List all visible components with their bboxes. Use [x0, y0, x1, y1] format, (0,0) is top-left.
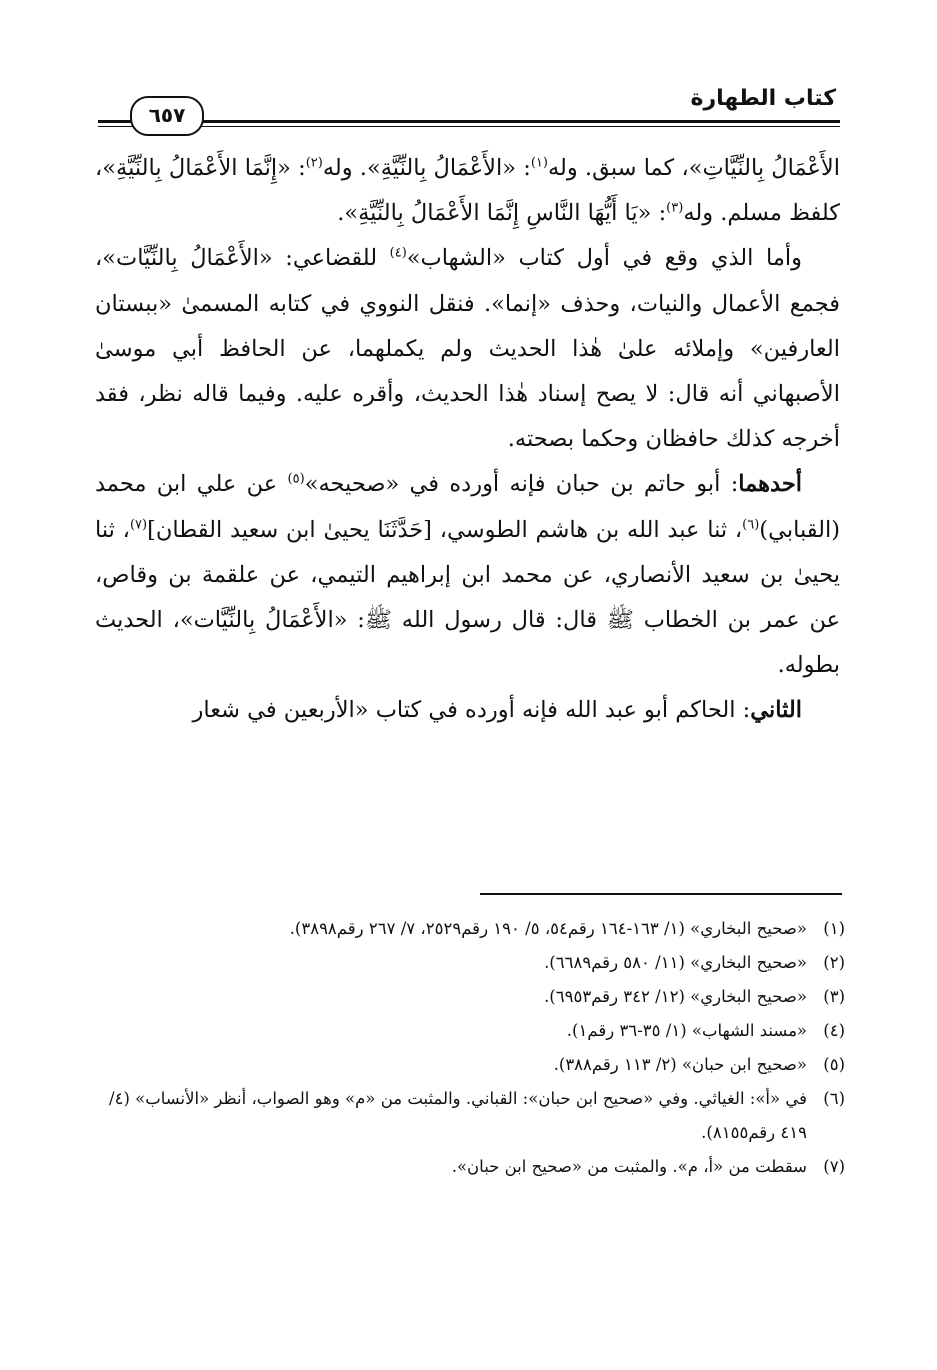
text: للقضاعي: «الأَعْمَالُ بِالنِّيَّات»، فجمع الأعمال والنيات، وحذف «إنما». فنقل النووي في كتابه المسمىٰ «ببستان العارفين» وإملائه علىٰ هٰذا الحديث ولم يكملهما، عن الحافظ أبي موسىٰ الأصبهاني أنه قال: لا يصح إسناد هٰذا الحديث، وأقره عليه. وفيما قاله نظر، فقد أخرجه كذلك حافظان وحكما بصحته. [95, 245, 840, 453]
text: ، ثنا عبد الله بن هاشم الطوسي، [حَدَّثَنَا يحيىٰ ابن سعيد القطان] [147, 516, 743, 543]
footnote-text: «مسند الشهاب» (١/ ٣٥-٣٦ رقم١). [566, 1021, 807, 1040]
footnote-3 [95, 980, 845, 1014]
text: : «الأَعْمَالُ بِالنِّيَّةِ». وله [322, 155, 531, 181]
footnote-1 [95, 912, 845, 946]
main-text [95, 146, 840, 734]
footnotes [95, 912, 845, 1184]
footnote-number: (٢) [823, 953, 845, 972]
paragraph-3 [95, 462, 840, 688]
footnote-number: (٥) [823, 1055, 845, 1074]
header-rule-thick [98, 120, 840, 123]
header-rule-thin [98, 126, 840, 127]
footnote-6 [95, 1082, 845, 1150]
text: وأما الذي وقع في أول كتاب «الشهاب» [406, 245, 802, 272]
text: عن علي ابن محمد (القبابي) [95, 471, 841, 543]
footnote-text: «صحيح البخاري» (١/ ١٦٣-١٦٤ رقم٥٤، ٥/ ١٩٠ رقم٢٥٢٩، ٧/ ٢٦٧ رقم٣٨٩٨). [289, 919, 807, 938]
footnote-divider [480, 893, 842, 895]
text: الأَعْمَالُ بِالنِّيَّاتِ»، كما سبق. وله [547, 155, 840, 181]
paragraph-lead: الثاني [750, 697, 802, 724]
footnote-number: (٤) [823, 1021, 845, 1040]
footnote-5 [95, 1048, 845, 1082]
footnote-text: «صحيح ابن حبان» (٢/ ١١٣ رقم٣٨٨). [553, 1055, 807, 1074]
footnote-ref: (٣) [666, 200, 684, 216]
footnote-ref: (٧) [129, 517, 148, 533]
paragraph-2 [95, 236, 840, 462]
footnote-2 [95, 946, 845, 980]
footnote-ref: (٦) [742, 517, 760, 533]
footnote-7 [95, 1150, 845, 1184]
page-header [98, 82, 840, 130]
footnote-ref: (١) [530, 155, 548, 171]
footnote-number: (١) [823, 919, 845, 938]
footnote-number: (٧) [823, 1157, 845, 1176]
footnote-text: سقطت من «أ، م». والمثبت من «صحيح ابن حبان». [451, 1157, 807, 1176]
page-number: ٦٥٧ [130, 96, 204, 136]
footnote-number: (٣) [823, 987, 845, 1006]
footnote-text: «صحيح البخاري» (١٢/ ٣٤٢ رقم٦٩٥٣). [544, 987, 807, 1006]
footnote-text: «صحيح البخاري» (١١/ ٥٨٠ رقم٦٦٨٩). [544, 953, 807, 972]
footnote-ref: (٤) [389, 245, 407, 261]
paragraph-4 [95, 688, 840, 733]
chapter-title: كتاب الطهارة [690, 86, 836, 111]
text: : أبو حاتم بن حبان فإنه أورده في «صحيحه» [304, 471, 739, 498]
text: : الحاكم أبو عبد الله فإنه أورده في كتاب «الأربعين في شعار [192, 697, 751, 724]
paragraph-lead: أحدهما [738, 471, 802, 498]
footnote-ref: (٥) [287, 471, 305, 487]
footnote-ref: (٢) [305, 155, 323, 171]
text: : «إِنَّمَا الأَعْمَالُ بِالنِّيَّةِ»، كلفظ مسلم. وله [95, 155, 840, 227]
text: : «يَا أَيُّهَا النَّاسِ إِنَّمَا الأَعْمَالُ بِالنِّيَّةِ». [337, 200, 667, 227]
text: ، ثنا يحيىٰ بن سعيد الأنصاري، عن محمد ابن إبراهيم التيمي، عن علقمة بن وقاص، عن عمر بن الخطاب ﷺ قال: قال رسول الله ﷺ: «الأَعْمَالُ بِالنِّيَّات»، الحديث بطوله. [95, 516, 840, 679]
footnote-text: في «أ»: الغياثي. وفي «صحيح ابن حبان»: القباني. والمثبت من «م» وهو الصواب، أنظر «الأنساب» (٤/ ٤١٩ رقم٨١٥٥). [109, 1089, 807, 1142]
footnote-number: (٦) [823, 1089, 845, 1108]
footnote-4 [95, 1014, 845, 1048]
paragraph-1 [95, 146, 840, 236]
